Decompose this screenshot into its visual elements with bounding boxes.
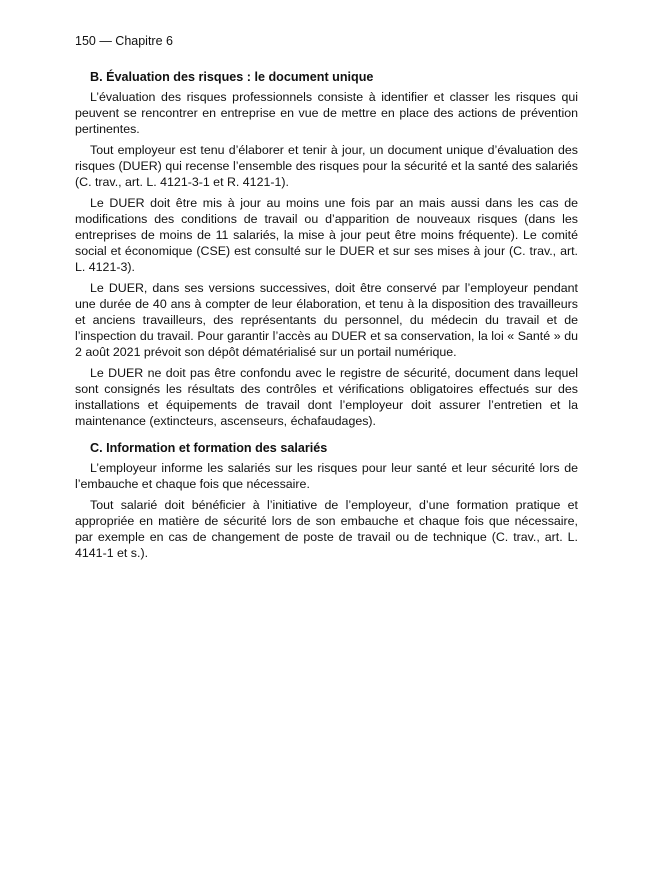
section-c — [75, 440, 578, 561]
paragraph: Tout employeur est tenu d’élaborer et tenir à jour, un document unique d’évaluation des risques (DUER) qui recense l’ensemble des risques pour la sécurité et la santé des salariés (C. trav., art. L. 4121-3-1 et R. 4121-1). — [75, 143, 578, 189]
running-head: 150 — Chapitre 6 — [75, 34, 173, 48]
paragraph: Le DUER doit être mis à jour au moins une fois par an mais aussi dans les cas de modifications des conditions de travail ou d’apparition de nouveaux risques (dans les entreprises de moins de 11 salariés, la mise à jour peut être moins fréquente). Le comité social et économique (CSE) est consulté sur le DUER et sur ses mises à jour (C. trav., art. L. 4121-3). — [75, 196, 578, 274]
section-heading: B. Évaluation des risques : le document unique — [90, 70, 374, 84]
paragraph: Le DUER, dans ses versions successives, doit être conservé par l’employeur pendant une durée de 40 ans à compter de leur élaboration, et tenu à la disposition des travailleurs et anciens travailleurs, des représentants du personnel, du médecin du travail et de l’inspection du travail. Pour garantir l’accès au DUER et sa conservation, la loi « Santé » du 2 août 2021 prévoit son dépôt dématérialisé sur un portail numérique. — [75, 281, 578, 359]
paragraph: L’évaluation des risques professionnels consiste à identifier et classer les risques qui peuvent se rencontrer en entreprise en vue de mettre en place des actions de prévention pertinentes. — [75, 90, 578, 136]
paragraph: Le DUER ne doit pas être confondu avec le registre de sécurité, document dans lequel sont consignés les résultats des contrôles et vérifications obligatoires effectués sur des installations et équipements de travail dont l’employeur doit assurer l’entretien et la maintenance (extincteurs, ascenseurs, échafaudages). — [75, 366, 578, 428]
section-b — [75, 69, 578, 429]
section-heading: C. Information et formation des salariés — [90, 441, 328, 455]
paragraph: Tout salarié doit bénéficier à l’initiative de l’employeur, d’une formation pratique et appropriée en matière de sécurité lors de son embauche et chaque fois que nécessaire, par exemple en cas de changement de poste de travail ou de technique (C. trav., art. L. 4141-1 et s.). — [75, 498, 578, 560]
page-body — [75, 69, 578, 572]
paragraph: L’employeur informe les salariés sur les risques pour leur santé et leur sécurité lors de l’embauche et chaque fois que nécessaire. — [75, 461, 578, 491]
